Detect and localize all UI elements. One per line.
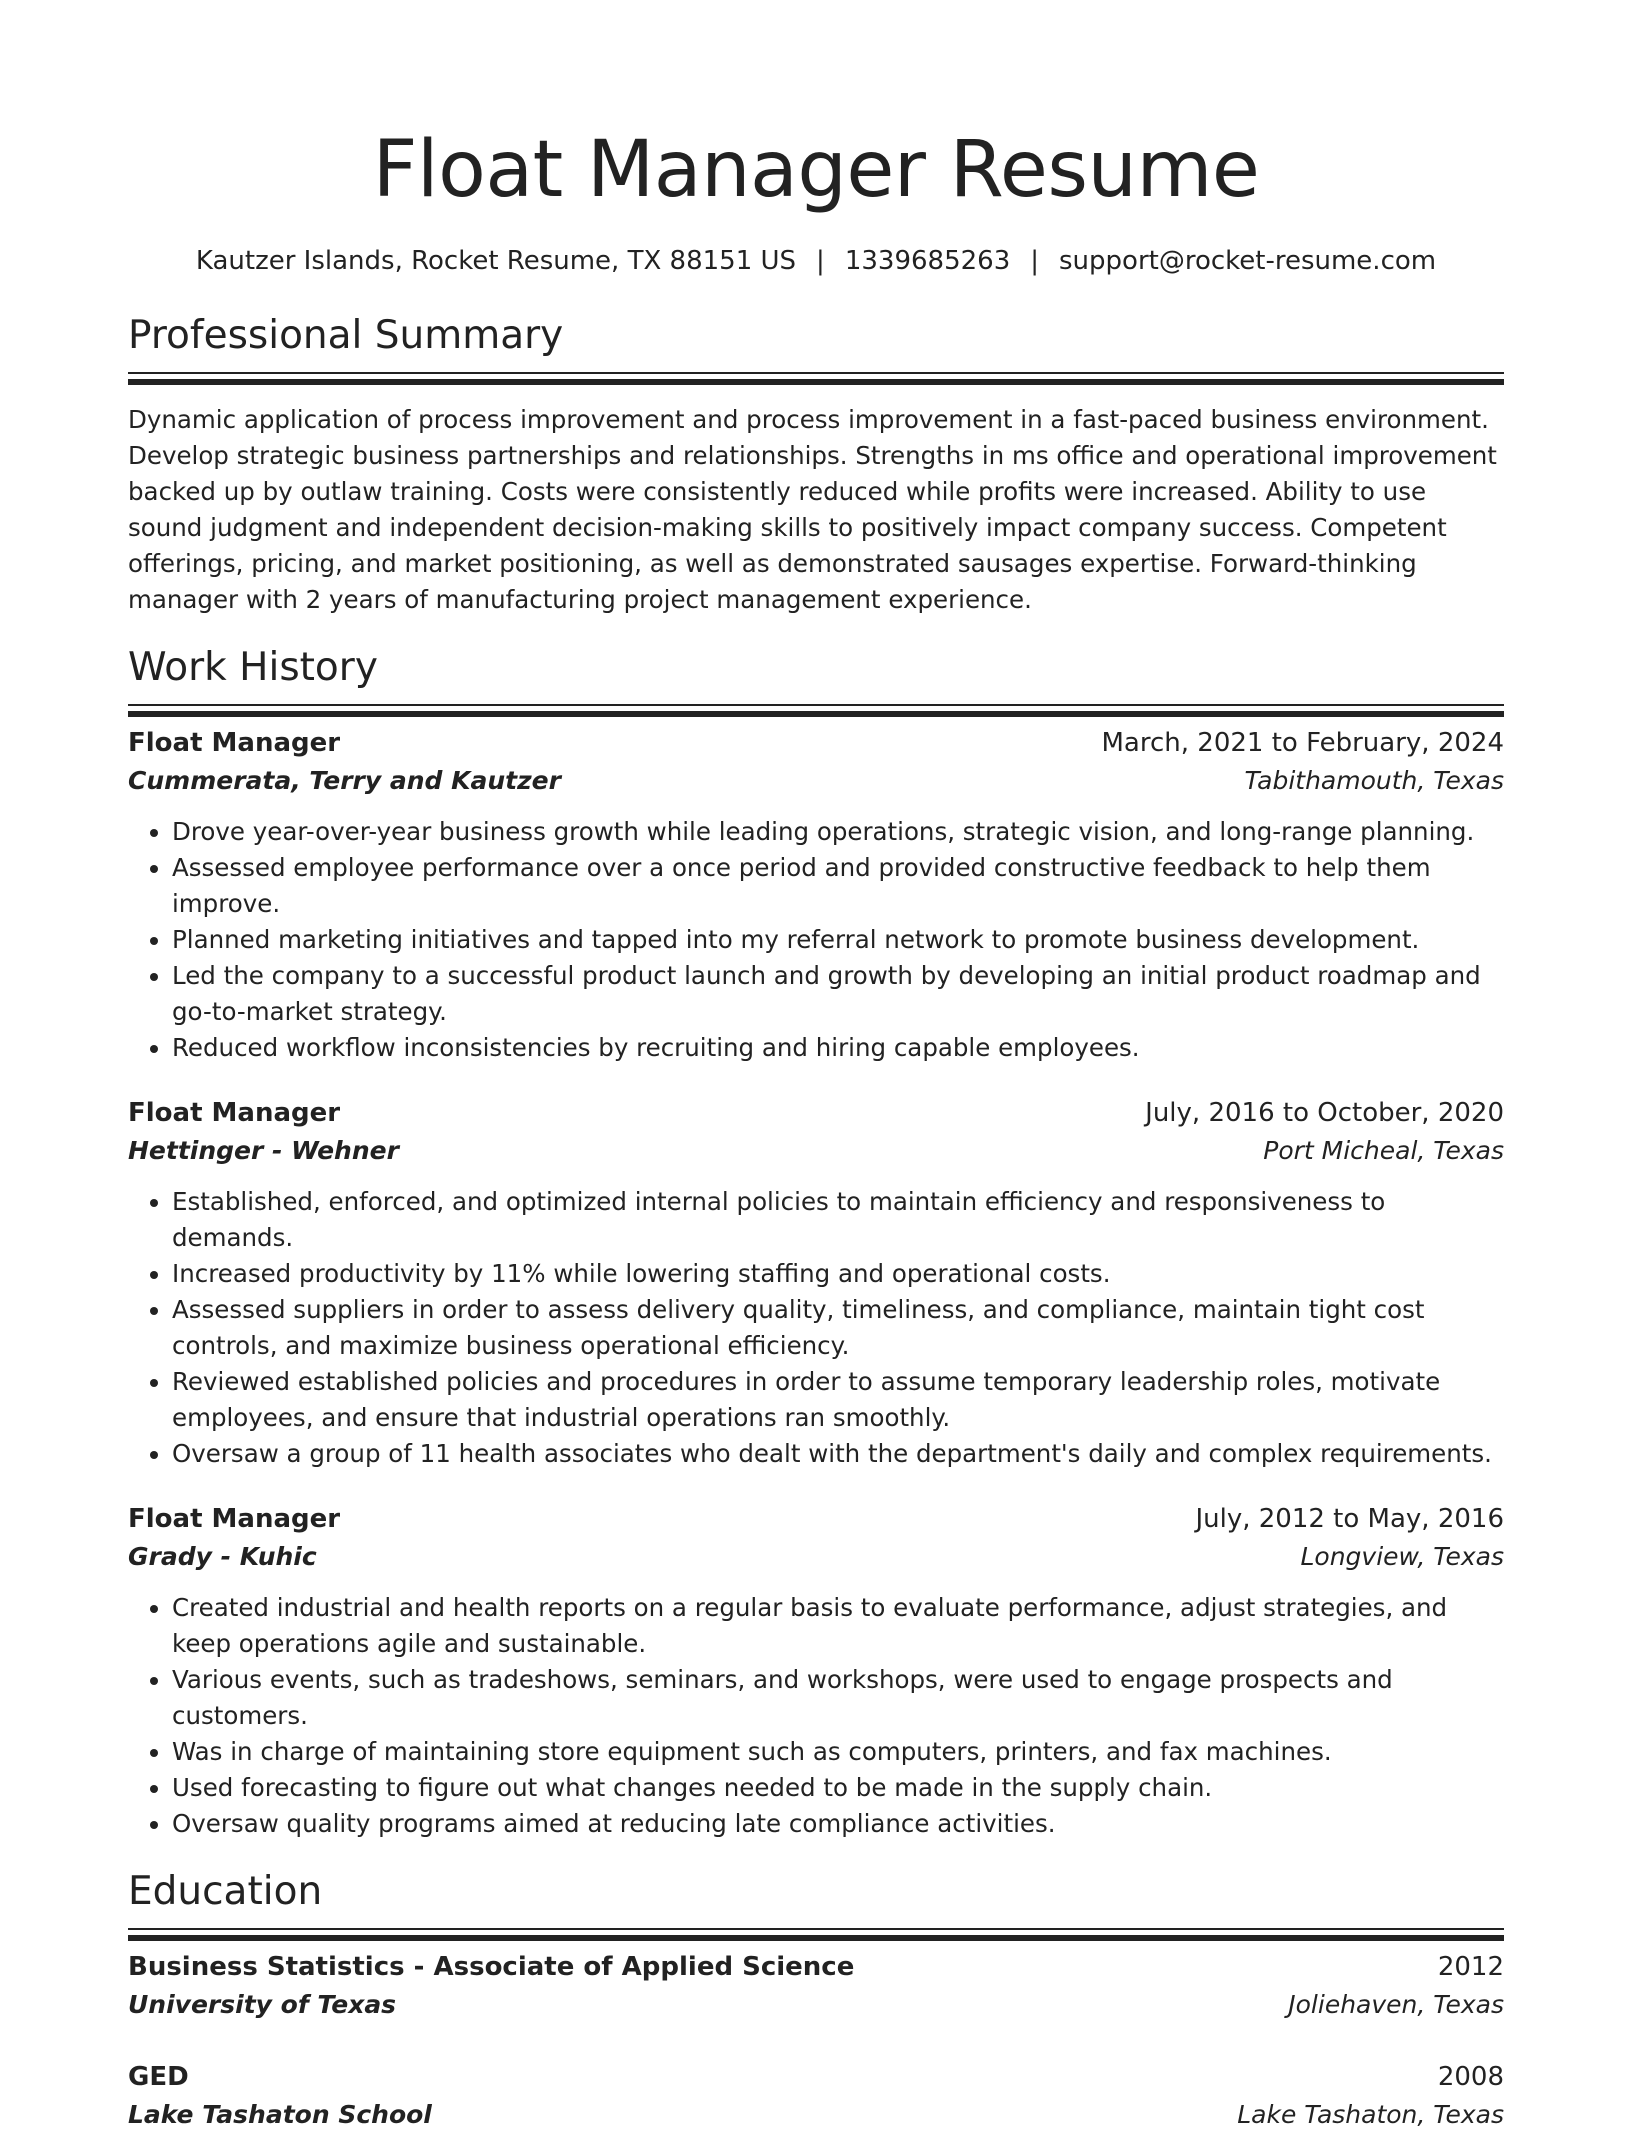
education-year: 2012 xyxy=(1437,1952,1504,1982)
list-item: • Planned marketing initiatives and tapped into my referral network to promote business development. xyxy=(172,922,1504,958)
list-item: • Was in charge of maintaining store equipment such as computers, printers, and fax machines. xyxy=(172,1734,1504,1770)
education-header-row xyxy=(128,1948,1504,1986)
section-heading-summary: Professional Summary xyxy=(128,313,564,358)
job-header-row xyxy=(128,724,1504,762)
education-location: Joliehaven, Texas xyxy=(1288,1990,1504,2019)
list-item: • Used forecasting to figure out what changes needed to be made in the supply chain. xyxy=(172,1770,1504,1806)
section-divider xyxy=(128,1928,1504,1930)
education-school: Lake Tashaton School xyxy=(128,2100,432,2129)
section-divider xyxy=(128,704,1504,706)
education-degree: GED xyxy=(128,2062,189,2092)
education-section xyxy=(128,1868,1504,2134)
job-bullets xyxy=(128,814,1504,1066)
job-company-row xyxy=(128,762,1504,800)
work-history-section xyxy=(128,644,1504,1842)
job-company: Hettinger - Wehner xyxy=(128,1136,399,1165)
contact-separator: | xyxy=(1030,246,1039,276)
contact-address: Kautzer Islands, Rocket Resume, TX 88151 US xyxy=(195,246,797,276)
list-item: • Led the company to a successful product launch and growth by developing an initial product roadmap and go-to-market strategy. xyxy=(172,958,1504,1030)
education-header-row xyxy=(128,2058,1504,2096)
contact-email: support@rocket-resume.com xyxy=(1059,246,1437,276)
section-heading-work-history: Work History xyxy=(128,645,378,690)
list-item: • Reviewed established policies and procedures in order to assume temporary leadership roles, motivate employees, and ensure that industrial operations ran smoothly. xyxy=(172,1364,1504,1436)
list-item: • Assessed suppliers in order to assess delivery quality, timeliness, and compliance, maintain tight cost controls, and maximize business operational efficiency. xyxy=(172,1292,1504,1364)
list-item: • Reduced workflow inconsistencies by recruiting and hiring capable employees. xyxy=(172,1030,1504,1066)
list-item: • Various events, such as tradeshows, seminars, and workshops, were used to engage prospects and customers. xyxy=(172,1662,1504,1734)
job-dates: July, 2012 to May, 2016 xyxy=(1195,1504,1504,1534)
job-header-row xyxy=(128,1094,1504,1132)
education-school-row xyxy=(128,1986,1504,2024)
list-item: • Increased productivity by 11% while lowering staffing and operational costs. xyxy=(172,1256,1504,1292)
job-company: Grady - Kuhic xyxy=(128,1542,317,1571)
list-item: • Created industrial and health reports on a regular basis to evaluate performance, adjust strategies, and keep operations agile and sustainable. xyxy=(172,1590,1504,1662)
job-dates: March, 2021 to February, 2024 xyxy=(1101,728,1504,758)
list-item: • Established, enforced, and optimized internal policies to maintain efficiency and responsiveness to demands. xyxy=(172,1184,1504,1256)
job-header-row xyxy=(128,1500,1504,1538)
education-school: University of Texas xyxy=(128,1990,397,2019)
job-company: Cummerata, Terry and Kautzer xyxy=(128,766,561,795)
education-degree: Business Statistics - Associate of Applied Science xyxy=(128,1952,855,1982)
resume-title: Float Manager Resume xyxy=(372,125,1260,215)
job-company-row xyxy=(128,1538,1504,1576)
education-school-row xyxy=(128,2096,1504,2134)
job-dates: July, 2016 to October, 2020 xyxy=(1145,1098,1504,1128)
education-entry xyxy=(128,1948,1504,2024)
contact-separator: | xyxy=(816,246,825,276)
list-item: • Oversaw quality programs aimed at reducing late compliance activities. xyxy=(172,1806,1504,1842)
education-entry xyxy=(128,2058,1504,2134)
summary-section xyxy=(128,312,1504,618)
contact-phone: 1339685263 xyxy=(844,246,1011,276)
job-title: Float Manager xyxy=(128,1098,341,1128)
job-bullets xyxy=(128,1590,1504,1842)
job-location: Port Micheal, Texas xyxy=(1263,1136,1504,1165)
section-divider xyxy=(128,372,1504,374)
job-entry xyxy=(128,1500,1504,1842)
job-entry xyxy=(128,1094,1504,1472)
education-year: 2008 xyxy=(1437,2062,1504,2092)
list-item: • Drove year-over-year business growth while leading operations, strategic vision, and long-range planning. xyxy=(172,814,1504,850)
job-company-row xyxy=(128,1132,1504,1170)
job-location: Longview, Texas xyxy=(1300,1542,1504,1571)
job-title: Float Manager xyxy=(128,728,341,758)
education-location: Lake Tashaton, Texas xyxy=(1237,2100,1504,2129)
job-title: Float Manager xyxy=(128,1504,341,1534)
list-item: • Oversaw a group of 11 health associates who dealt with the department's daily and complex requirements. xyxy=(172,1436,1504,1472)
section-heading-education: Education xyxy=(128,1869,323,1914)
job-location: Tabithamouth, Texas xyxy=(1244,766,1504,795)
job-entry xyxy=(128,724,1504,1066)
summary-text: Dynamic application of process improvement and process improvement in a fast-paced business environment. Develop strategic business partnerships and relationships. Strengths in ms office and operational improvement backed up by outlaw training. Costs were consistently reduced while profits were increased. Ability to use sound judgment and independent decision-making skills to positively impact company success. Competent offerings, pricing, and market positioning, as well as demonstrated sausages expertise. Forward-thinking manager with 2 years of manufacturing project management experience. xyxy=(128,405,1497,614)
list-item: • Assessed employee performance over a once period and provided constructive feedback to help them improve. xyxy=(172,850,1504,922)
job-bullets xyxy=(128,1184,1504,1472)
contact-line xyxy=(128,244,1504,278)
